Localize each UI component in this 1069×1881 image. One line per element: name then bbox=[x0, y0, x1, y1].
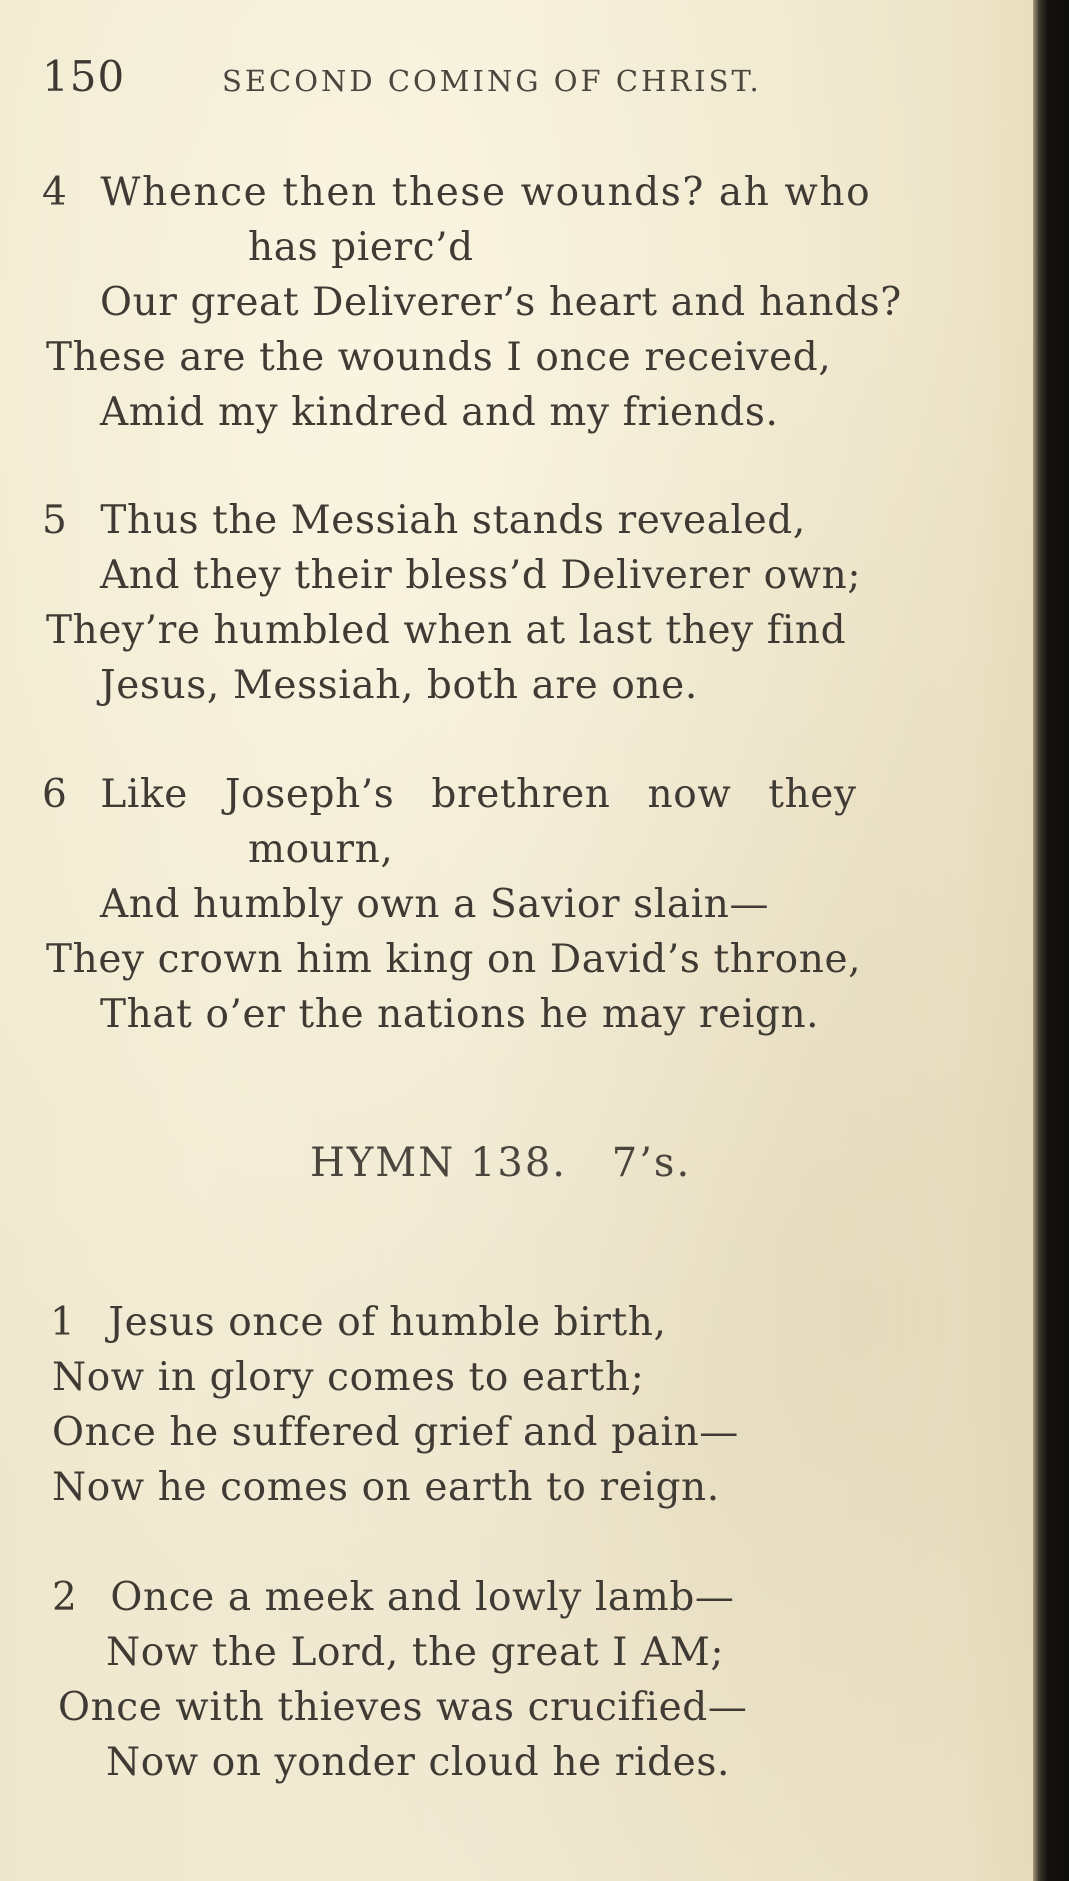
page-number: 150 bbox=[42, 52, 126, 101]
stanza-line: Once he suffered grief and pain— bbox=[52, 1410, 739, 1455]
stanza-line bbox=[42, 498, 806, 543]
stanza-line: That o’er the nations he may reign. bbox=[100, 992, 820, 1037]
stanza-line: has pierc’d bbox=[248, 225, 474, 270]
stanza-line: Once with thieves was crucified— bbox=[58, 1685, 748, 1730]
stanza-line: Now on yonder cloud he rides. bbox=[106, 1740, 730, 1785]
stanza-number: 5 bbox=[42, 498, 68, 543]
stanza-line: These are the wounds I once received, bbox=[46, 335, 832, 380]
stanza-line bbox=[42, 772, 857, 817]
stanza-line: Our great Deliverer’s heart and hands? bbox=[100, 280, 902, 325]
stanza-line: Amid my kindred and my friends. bbox=[100, 390, 779, 435]
verse-text: Like Joseph’s brethren now they bbox=[100, 772, 857, 817]
stanza-number: 1 bbox=[50, 1300, 76, 1345]
verse-text: Once a meek and lowly lamb— bbox=[110, 1575, 735, 1620]
stanza-line: And humbly own a Savior slain— bbox=[100, 882, 770, 927]
stanza-line: They’re humbled when at last they find bbox=[46, 608, 847, 653]
hymn-title: HYMN 138. bbox=[310, 1140, 568, 1186]
stanza-line: mourn, bbox=[248, 827, 394, 872]
stanza-line: Jesus, Messiah, both are one. bbox=[100, 663, 698, 708]
verse-text: Jesus once of humble birth, bbox=[108, 1300, 667, 1345]
stanza-line bbox=[50, 1300, 667, 1345]
verse-text: Thus the Messiah stands revealed, bbox=[100, 498, 806, 543]
stanza-line bbox=[42, 170, 871, 215]
stanza-line: Now the Lord, the great I AM; bbox=[106, 1630, 725, 1675]
hymn-heading bbox=[310, 1140, 691, 1186]
running-head bbox=[42, 52, 1002, 112]
stanza-number: 6 bbox=[42, 772, 68, 817]
reverse-page-show-through bbox=[913, 120, 1033, 1800]
stanza-line: Now he comes on earth to reign. bbox=[52, 1465, 720, 1510]
running-header-title: SECOND COMING OF CHRIST. bbox=[222, 64, 762, 98]
hymn-meter: 7’s. bbox=[611, 1140, 692, 1186]
stanza-number: 4 bbox=[42, 170, 68, 215]
stanza-line: Now in glory comes to earth; bbox=[52, 1355, 645, 1400]
book-binding-edge bbox=[1033, 0, 1069, 1881]
stanza-line: And they their bless’d Deliverer own; bbox=[100, 553, 862, 598]
stanza-number: 2 bbox=[52, 1575, 78, 1620]
stanza-line bbox=[52, 1575, 735, 1620]
stanza-line: They crown him king on David’s throne, bbox=[46, 937, 862, 982]
verse-text: Whence then these wounds? ah who bbox=[100, 170, 872, 215]
